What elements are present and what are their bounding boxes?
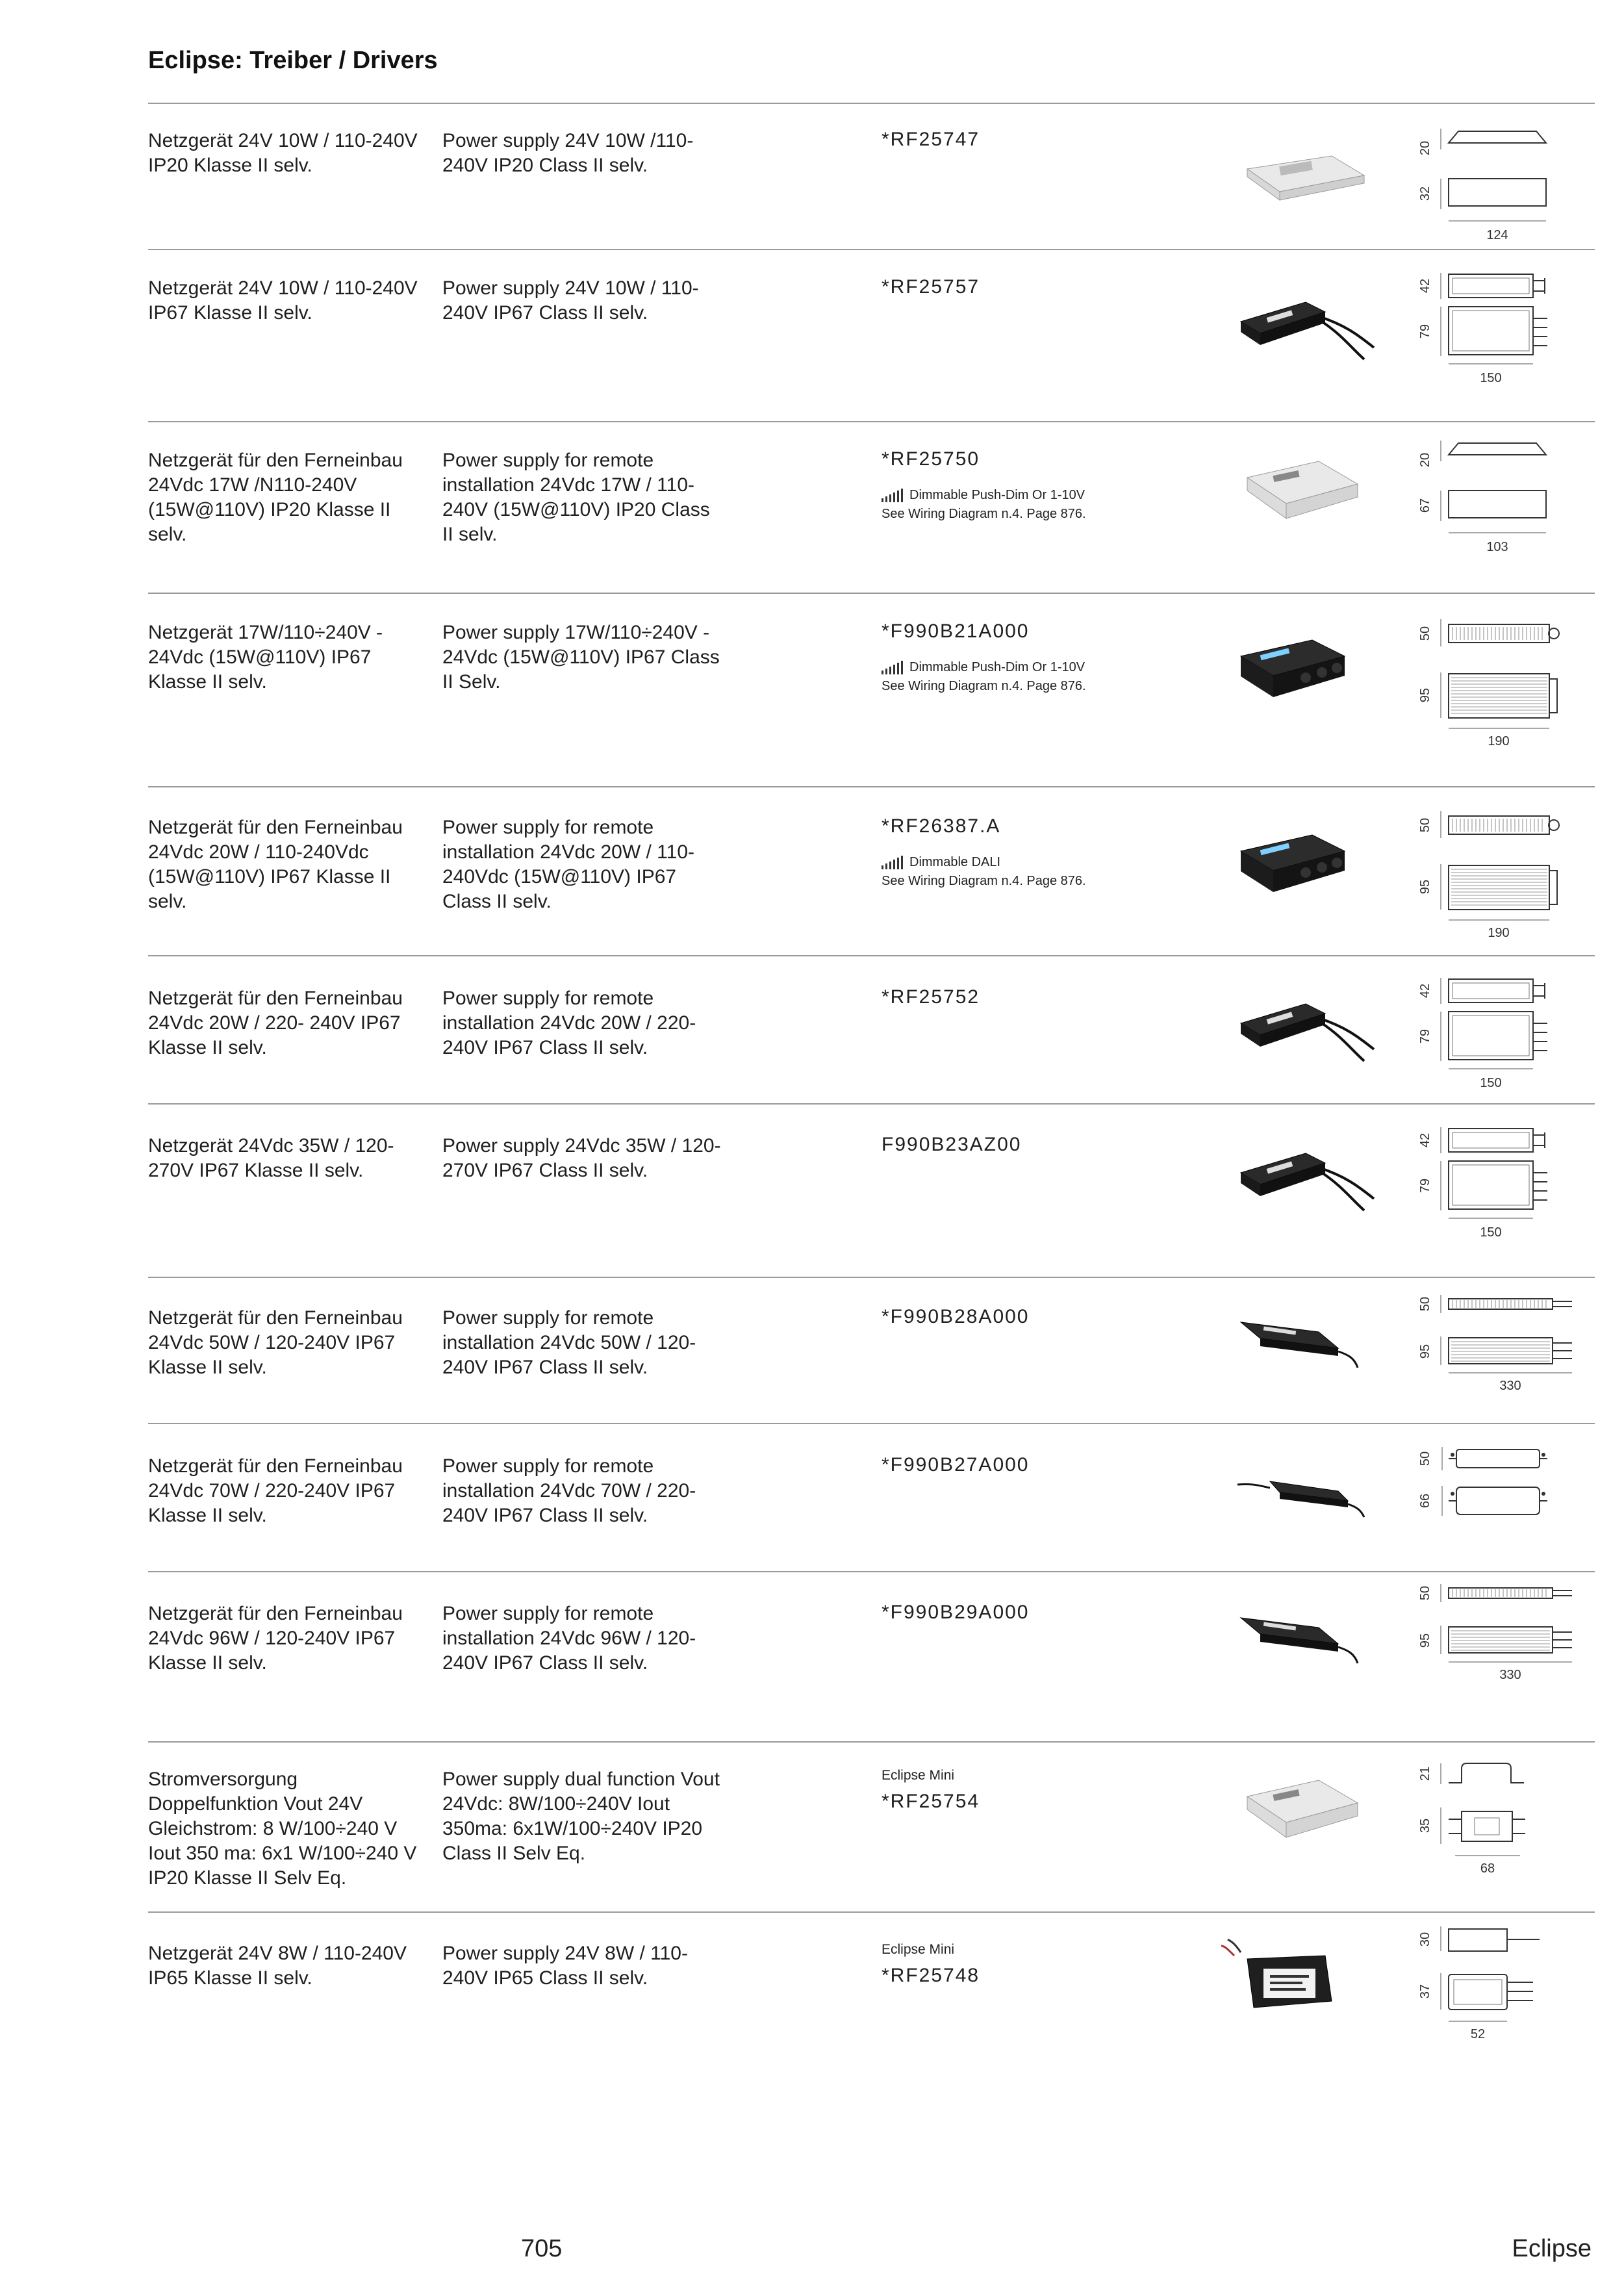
dimension-label: 32 bbox=[1418, 186, 1432, 201]
dimension-label: 42 bbox=[1418, 278, 1432, 294]
row-divider bbox=[148, 1741, 1595, 1743]
dimension-label: 150 bbox=[1480, 1076, 1502, 1090]
row-divider bbox=[148, 1277, 1595, 1278]
product-code: *F990B21A000 bbox=[882, 620, 1030, 642]
dimmable-info bbox=[882, 487, 1167, 503]
mini-white-driver-icon bbox=[1234, 1761, 1377, 1855]
long-black-driver-icon bbox=[1234, 1296, 1377, 1390]
black-cabled-driver-icon bbox=[1234, 276, 1377, 370]
dimmable-label: Dimmable Push-Dim Or 1-10V bbox=[909, 488, 1085, 502]
dimension-label: 50 bbox=[1418, 1451, 1432, 1466]
description-en: Power supply for remote installation 24Vdc 20W / 110-240Vdc (15W@110V) IP67 Class II selv. bbox=[442, 817, 694, 912]
description-en: Power supply for remote installation 24Vdc 20W / 220-240V IP67 Class II selv. bbox=[442, 988, 696, 1058]
dimmable-info bbox=[882, 659, 1167, 675]
description-en: Power supply 17W/110÷240V - 24Vdc (15W@110V) IP67 Class II Selv. bbox=[442, 622, 720, 693]
long-black-driver-icon bbox=[1234, 1592, 1377, 1686]
description-en: Power supply 24V 10W /110-240V IP20 Class II selv. bbox=[442, 130, 694, 176]
description-de: Netzgerät für den Ferneinbau 24Vdc 50W / 120-240V IP67 Klasse II selv. bbox=[148, 1307, 403, 1378]
dimension-drawing bbox=[1418, 1290, 1598, 1426]
product-code-block bbox=[882, 1306, 1167, 1328]
row-divider bbox=[148, 786, 1595, 787]
wiring-note: See Wiring Diagram n.4. Page 876. bbox=[882, 874, 1086, 888]
black-box-driver-icon bbox=[1234, 620, 1377, 715]
dimmer-icon bbox=[882, 488, 903, 502]
description-de: Netzgerät für den Ferneinbau 24Vdc 17W /N110-240V (15W@110V) IP20 Klasse II selv. bbox=[148, 450, 403, 545]
product-code: *RF25748 bbox=[882, 1965, 980, 1986]
white-dimmable-driver-icon bbox=[1234, 442, 1377, 536]
dimension-label: 42 bbox=[1418, 983, 1432, 999]
product-code-block bbox=[882, 815, 1167, 889]
black-box-driver-icon bbox=[1234, 815, 1377, 910]
dimension-drawing bbox=[1418, 1439, 1598, 1576]
row-divider bbox=[148, 593, 1595, 594]
dimmable-label: Dimmable Push-Dim Or 1-10V bbox=[909, 660, 1085, 674]
dimension-label: 21 bbox=[1418, 1766, 1432, 1782]
description-de: Netzgerät für den Ferneinbau 24Vdc 70W / 220-240V IP67 Klasse II selv. bbox=[148, 1455, 403, 1526]
product-code: *F990B28A000 bbox=[882, 1306, 1030, 1327]
series-label: Eclipse Mini bbox=[882, 1942, 955, 1957]
wiring-note: See Wiring Diagram n.4. Page 876. bbox=[882, 507, 1086, 521]
product-code-block bbox=[882, 1454, 1167, 1476]
product-code: *RF25750 bbox=[882, 448, 980, 470]
black-cabled-driver-icon bbox=[1234, 978, 1377, 1072]
dimension-label: 35 bbox=[1418, 1818, 1432, 1833]
dimension-label: 95 bbox=[1418, 687, 1432, 703]
description-en: Power supply for remote installation 24Vdc 70W / 220-240V IP67 Class II selv. bbox=[442, 1455, 696, 1526]
dimension-label: 330 bbox=[1499, 1668, 1521, 1682]
row-divider bbox=[148, 955, 1595, 956]
footer-brand: Eclipse bbox=[1512, 2235, 1592, 2262]
product-code: F990B23AZ00 bbox=[882, 1134, 1022, 1155]
dimension-drawing bbox=[1418, 1579, 1598, 1715]
product-code: *F990B27A000 bbox=[882, 1454, 1030, 1476]
mini-black-driver-icon bbox=[1221, 1930, 1364, 2024]
row-divider bbox=[148, 1423, 1595, 1424]
page-number: 705 bbox=[521, 2235, 563, 2262]
dimension-label: 50 bbox=[1418, 1296, 1432, 1312]
dimension-drawing bbox=[1418, 1754, 1598, 1891]
description-de: Stromversorgung Doppelfunktion Vout 24V Gleichstrom: 8 W/100÷240 V Iout 350 ma: 6x1 W/100÷240 V IP20 Klasse II Selv Eq. bbox=[148, 1769, 417, 1889]
dimension-label: 150 bbox=[1480, 1225, 1502, 1240]
description-de: Netzgerät für den Ferneinbau 24Vdc 20W / 110-240Vdc (15W@110V) IP67 Klasse II selv. bbox=[148, 817, 403, 912]
dimension-label: 150 bbox=[1480, 371, 1502, 385]
row-divider bbox=[148, 1103, 1595, 1105]
description-en: Power supply 24V 8W / 110-240V IP65 Class II selv. bbox=[442, 1943, 688, 1989]
row-divider bbox=[148, 1911, 1595, 1913]
description-de: Netzgerät 24V 8W / 110-240V IP65 Klasse II selv. bbox=[148, 1943, 407, 1989]
wiring-note: See Wiring Diagram n.4. Page 876. bbox=[882, 679, 1086, 693]
dimension-label: 190 bbox=[1488, 734, 1510, 748]
product-code: *RF26387.A bbox=[882, 815, 1001, 837]
description-de: Netzgerät 17W/110÷240V - 24Vdc (15W@110V) IP67 Klasse II selv. bbox=[148, 622, 383, 693]
description-en: Power supply 24V 10W / 110-240V IP67 Class II selv. bbox=[442, 277, 699, 324]
product-code-block bbox=[882, 1134, 1167, 1156]
product-code-block bbox=[882, 620, 1167, 695]
description-de: Netzgerät für den Ferneinbau 24Vdc 20W / 220- 240V IP67 Klasse II selv. bbox=[148, 988, 403, 1058]
product-code-block bbox=[882, 1767, 1167, 1813]
dimension-drawing bbox=[1418, 1121, 1598, 1257]
dimension-label: 103 bbox=[1486, 540, 1508, 554]
slim-black-driver-icon bbox=[1234, 1446, 1377, 1540]
description-de: Netzgerät 24V 10W / 110-240V IP67 Klasse II selv. bbox=[148, 277, 418, 324]
dimension-label: 79 bbox=[1418, 1178, 1432, 1194]
description-en: Power supply for remote installation 24Vdc 17W / 110-240V (15W@110V) IP20 Class II selv. bbox=[442, 450, 710, 545]
description-de: Netzgerät für den Ferneinbau 24Vdc 96W / 120-240V IP67 Klasse II selv. bbox=[148, 1603, 403, 1674]
product-code: *F990B29A000 bbox=[882, 1602, 1030, 1623]
product-code-block bbox=[882, 129, 1167, 151]
header-rule bbox=[148, 103, 1595, 104]
dimension-label: 79 bbox=[1418, 324, 1432, 339]
description-de: Netzgerät 24Vdc 35W / 120-270V IP67 Klasse II selv. bbox=[148, 1135, 394, 1181]
product-code-block bbox=[882, 448, 1167, 522]
dimension-label: 20 bbox=[1418, 140, 1432, 156]
description-en: Power supply for remote installation 24Vdc 50W / 120-240V IP67 Class II selv. bbox=[442, 1307, 696, 1378]
product-code: *RF25757 bbox=[882, 276, 980, 298]
dimension-label: 50 bbox=[1418, 626, 1432, 641]
page-title: Eclipse: Treiber / Drivers bbox=[148, 47, 438, 74]
product-code-block bbox=[882, 276, 1167, 298]
dimmable-info bbox=[882, 854, 1167, 870]
dimension-label: 95 bbox=[1418, 1633, 1432, 1648]
dimension-drawing bbox=[1418, 806, 1598, 942]
description-de: Netzgerät 24V 10W / 110-240V IP20 Klasse II selv. bbox=[148, 130, 418, 176]
series-label: Eclipse Mini bbox=[882, 1768, 955, 1783]
dimension-label: 20 bbox=[1418, 452, 1432, 468]
dimension-label: 66 bbox=[1418, 1493, 1432, 1509]
description-en: Power supply for remote installation 24Vdc 96W / 120-240V IP67 Class II selv. bbox=[442, 1603, 696, 1674]
row-divider bbox=[148, 1571, 1595, 1572]
dimension-drawing bbox=[1418, 123, 1598, 260]
product-code-block bbox=[882, 986, 1167, 1008]
row-divider bbox=[148, 249, 1595, 250]
dimension-drawing bbox=[1418, 266, 1598, 403]
dimension-label: 95 bbox=[1418, 1344, 1432, 1359]
black-cabled-driver-icon bbox=[1234, 1127, 1377, 1221]
row-divider bbox=[148, 421, 1595, 422]
dimension-label: 42 bbox=[1418, 1132, 1432, 1148]
product-code-block bbox=[882, 1602, 1167, 1624]
dimmer-icon bbox=[882, 660, 903, 674]
product-code: *RF25752 bbox=[882, 986, 980, 1008]
dimension-label: 79 bbox=[1418, 1028, 1432, 1044]
dimension-label: 330 bbox=[1499, 1379, 1521, 1393]
dimension-label: 37 bbox=[1418, 1984, 1432, 1999]
dimension-drawing bbox=[1418, 614, 1598, 750]
dimension-label: 95 bbox=[1418, 879, 1432, 895]
product-code-block bbox=[882, 1941, 1167, 1987]
description-en: Power supply 24Vdc 35W / 120-270V IP67 Class II selv. bbox=[442, 1135, 721, 1181]
dimension-drawing bbox=[1418, 435, 1598, 572]
dimension-drawing bbox=[1418, 1920, 1598, 2056]
description-en: Power supply dual function Vout 24Vdc: 8W/100÷240V Iout 350ma: 6x1W/100÷240V IP20 Class II Selv Eq. bbox=[442, 1769, 720, 1864]
dimension-label: 67 bbox=[1418, 498, 1432, 513]
white-driver-icon bbox=[1234, 130, 1377, 224]
dimmer-icon bbox=[882, 855, 903, 869]
dimension-label: 50 bbox=[1418, 817, 1432, 833]
product-code: *RF25754 bbox=[882, 1791, 980, 1812]
dimension-label: 190 bbox=[1488, 926, 1510, 940]
dimension-label: 50 bbox=[1418, 1585, 1432, 1601]
dimmable-label: Dimmable DALI bbox=[909, 855, 1001, 869]
dimension-label: 30 bbox=[1418, 1932, 1432, 1947]
dimension-label: 68 bbox=[1480, 1861, 1495, 1876]
dimension-label: 124 bbox=[1486, 228, 1508, 242]
product-code: *RF25747 bbox=[882, 129, 980, 150]
dimension-label: 52 bbox=[1470, 2027, 1486, 2041]
dimension-drawing bbox=[1418, 971, 1598, 1108]
